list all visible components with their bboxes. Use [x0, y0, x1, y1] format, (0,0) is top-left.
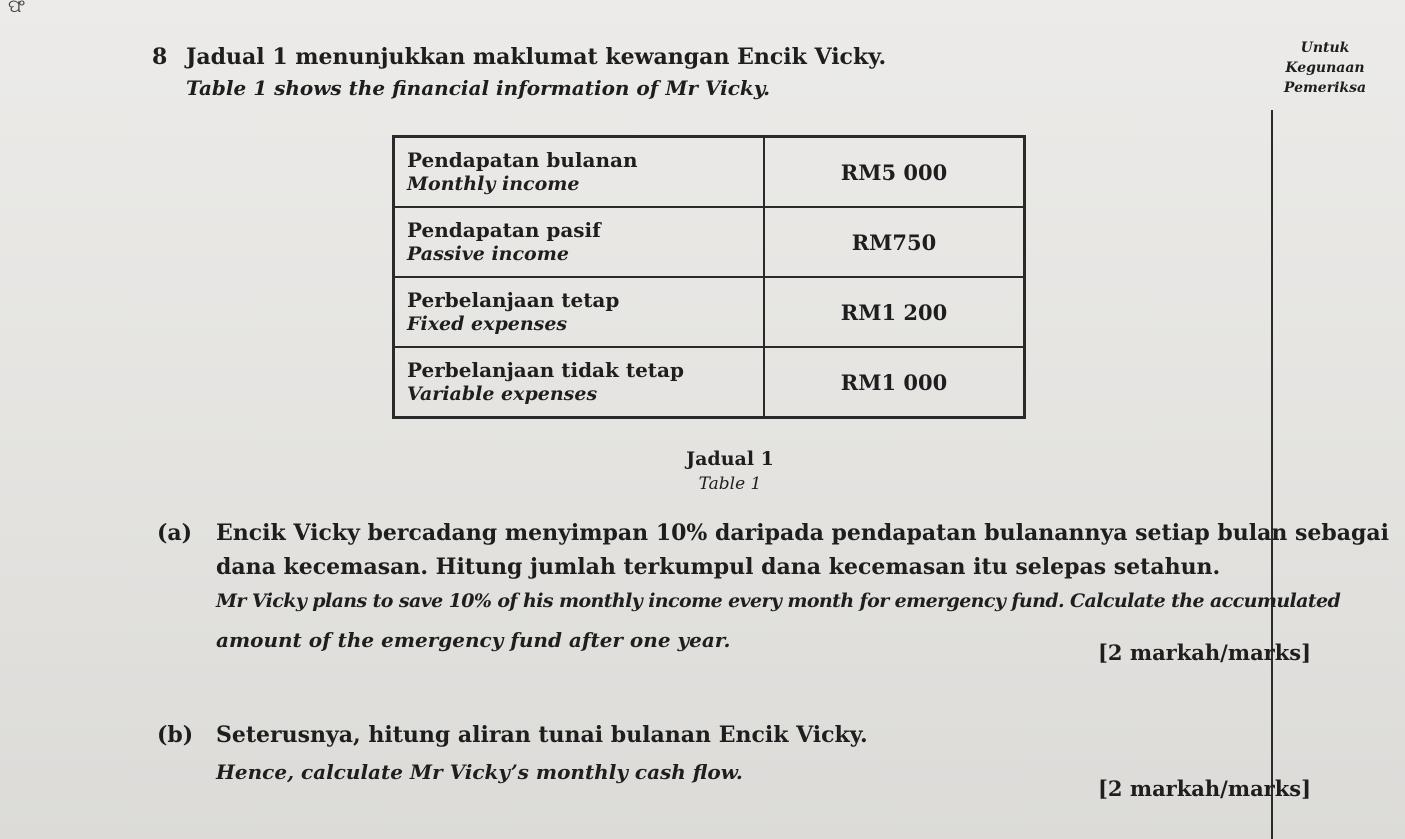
table-row	[394, 277, 1025, 347]
row-value-cell: RM750	[764, 207, 1025, 277]
part-a-malay-line-2: dana kecemasan. Hitung jumlah terkumpul dana kecemasan itu selepas setahun.	[216, 554, 1221, 580]
financial-info-table	[392, 135, 1026, 419]
row-value-cell: RM5 000	[764, 137, 1025, 208]
table-caption-malay: Jadual 1	[686, 448, 774, 470]
row-value-cell: RM1 200	[764, 277, 1025, 347]
part-a-english-line-1: Mr Vicky plans to save 10% of his monthly income every month for emergency fund. Calculate the accumulated	[216, 590, 1341, 612]
row-label-cell	[394, 137, 765, 208]
row-label-malay: Pendapatan pasif	[407, 218, 601, 242]
table-caption-english: Table 1	[698, 474, 762, 494]
row-label-cell	[394, 207, 765, 277]
part-b-english-line-1: Hence, calculate Mr Vicky’s monthly cash flow.	[216, 760, 743, 784]
question-intro-english: Table 1 shows the financial information of Mr Vicky.	[186, 76, 771, 100]
row-label-english: Fixed expenses	[407, 313, 568, 335]
part-a-label: (a)	[157, 520, 193, 546]
row-value-cell: RM1 000	[764, 347, 1025, 418]
examiner-line-3: Pemeriksa	[1283, 80, 1367, 96]
part-a-marks: [2 markah/marks]	[1098, 640, 1312, 665]
row-label-cell	[394, 347, 765, 418]
table-row	[394, 347, 1025, 418]
part-b-label: (b)	[157, 722, 194, 748]
corner-mark: ଫ	[8, 0, 26, 17]
row-label-english: Passive income	[407, 243, 569, 265]
row-label-malay: Pendapatan bulanan	[407, 148, 638, 172]
row-label-cell	[394, 277, 765, 347]
part-a-english-line-2: amount of the emergency fund after one year.	[216, 628, 731, 652]
table-row	[394, 137, 1025, 208]
row-label-english: Monthly income	[407, 173, 580, 195]
examiner-margin-line	[1271, 110, 1273, 839]
question-intro-malay: Jadual 1 menunjukkan maklumat kewangan Encik Vicky.	[186, 44, 887, 70]
part-b-marks: [2 markah/marks]	[1098, 776, 1312, 801]
part-a-malay-line-1: Encik Vicky bercadang menyimpan 10% daripada pendapatan bulanannya setiap bulan sebagai	[216, 520, 1390, 546]
examiner-line-1: Untuk	[1300, 40, 1350, 56]
question-number: 8	[152, 44, 168, 70]
row-label-malay: Perbelanjaan tetap	[407, 288, 620, 312]
examiner-use-label	[1270, 38, 1380, 98]
row-label-malay: Perbelanjaan tidak tetap	[407, 358, 684, 382]
row-label-english: Variable expenses	[407, 383, 598, 405]
table-row	[394, 207, 1025, 277]
examiner-line-2: Kegunaan	[1285, 60, 1365, 76]
part-b-malay-line-1: Seterusnya, hitung aliran tunai bulanan Encik Vicky.	[216, 722, 868, 748]
